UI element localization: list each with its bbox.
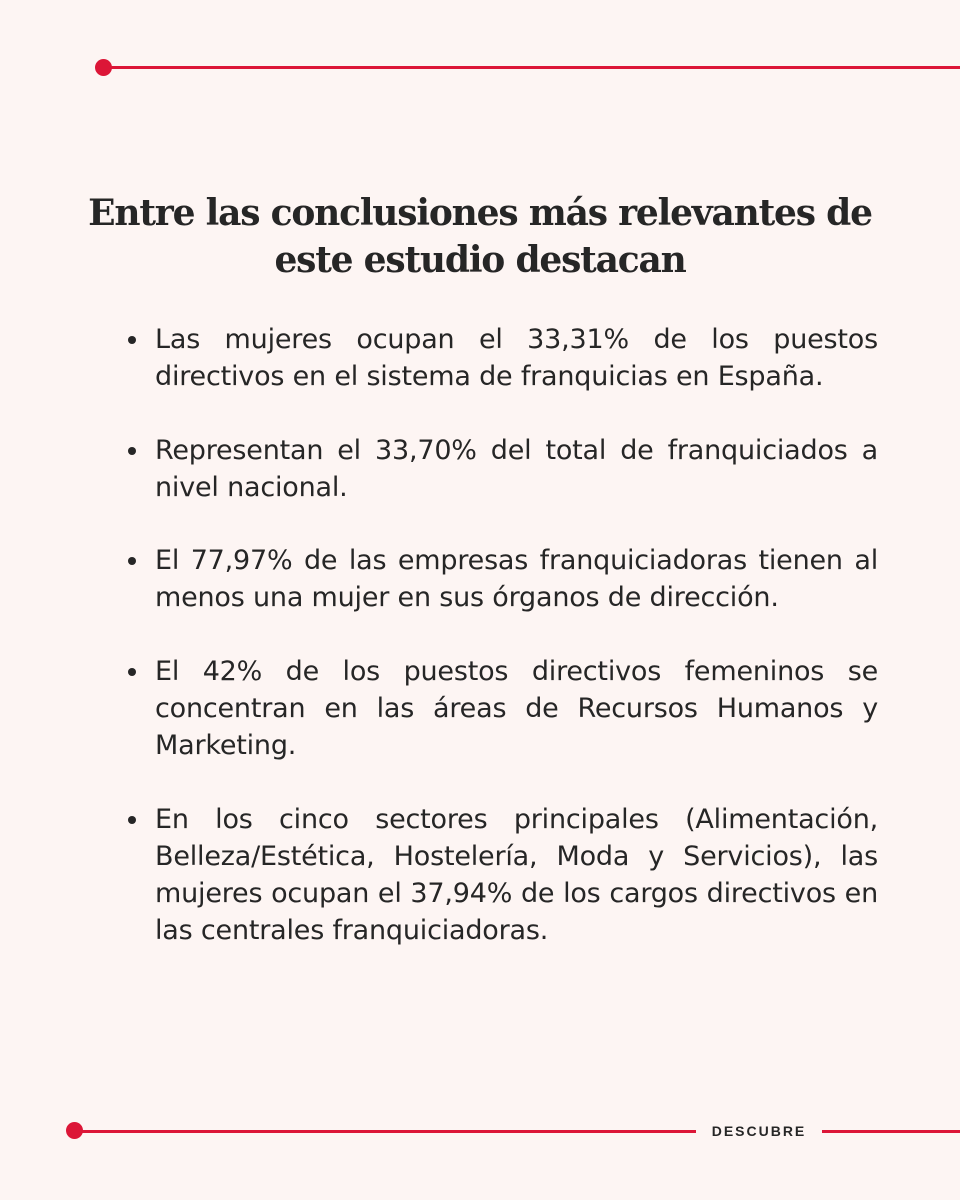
bullet-dot-icon bbox=[128, 447, 136, 455]
bottom-divider-line-right bbox=[822, 1130, 960, 1133]
bullet-dot-icon bbox=[128, 557, 136, 565]
list-item bbox=[126, 432, 878, 506]
list-item bbox=[126, 321, 878, 395]
list-item bbox=[126, 801, 878, 949]
bullet-dot-icon bbox=[128, 816, 136, 824]
conclusions-list bbox=[126, 321, 878, 949]
list-item bbox=[126, 653, 878, 764]
bullet-dot-icon bbox=[128, 668, 136, 676]
list-item-text: Las mujeres ocupan el 33,31% de los puestos directivos en el sistema de franquicias en España. bbox=[155, 324, 878, 392]
list-item bbox=[126, 542, 878, 616]
top-divider-line bbox=[104, 66, 960, 69]
list-item-text: El 42% de los puestos directivos femeninos se concentran en las áreas de Recursos Humanos y Marketing. bbox=[155, 656, 878, 761]
list-item-text: El 77,97% de las empresas franquiciadoras tienen al menos una mujer en sus órganos de dirección. bbox=[155, 545, 878, 613]
bullet-dot-icon bbox=[128, 336, 136, 344]
top-divider-dot bbox=[95, 59, 112, 76]
bottom-divider-dot bbox=[66, 1122, 83, 1139]
list-item-text: Representan el 33,70% del total de franquiciados a nivel nacional. bbox=[155, 435, 878, 503]
bottom-divider-line-left bbox=[74, 1130, 696, 1133]
list-item-text: En los cinco sectores principales (Alimentación, Belleza/Estética, Hostelería, Moda y Servicios), las mujeres ocupan el 37,94% de los cargos directivos en las centrales franquiciadoras. bbox=[155, 804, 878, 946]
page-title: Entre las conclusiones más relevantes de este estudio destacan bbox=[88, 192, 872, 281]
descubre-link[interactable]: DESCUBRE bbox=[711, 1123, 807, 1139]
